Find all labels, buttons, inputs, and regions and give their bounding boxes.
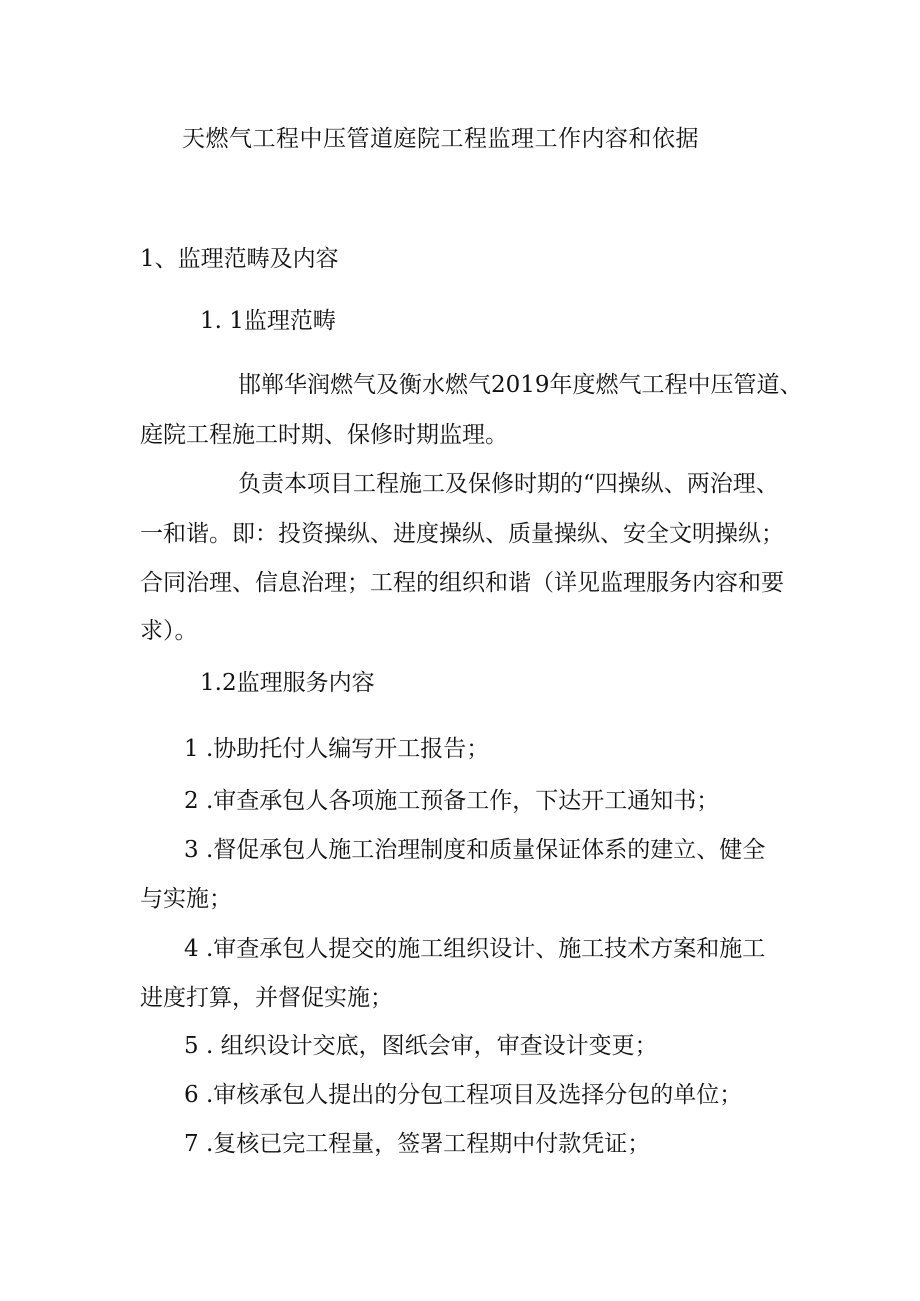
subsection-1-2-heading: 1.2监理服务内容 xyxy=(200,670,375,696)
list-item: 2 .审查承包人各项施工预备工作，下达开工通知书； xyxy=(184,788,720,814)
section-1-heading: 1、监理范畴及内容 xyxy=(140,246,339,272)
paragraph-1-line-1: 邯郸华润燃气及衡水燃气2019年度燃气工程中压管道、 xyxy=(238,372,803,398)
list-item: 3 .督促承包人施工治理制度和质量保证体系的建立、健全 xyxy=(184,837,766,863)
paragraph-2-line-1: 负责本项目工程施工及保修时期的“四操纵、两治理、 xyxy=(238,471,779,497)
paragraph-2-line-3: 合同治理、信息治理；工程的组织和谐（详见监理服务内容和要 xyxy=(140,570,784,596)
paragraph-2-line-2: 一和谐。即：投资操纵、进度操纵、质量操纵、安全文明操纵； xyxy=(140,521,784,547)
paragraph-2-line-4: 求）。 xyxy=(140,618,198,644)
document-title: 天燃气工程中压管道庭院工程监理工作内容和依据 xyxy=(182,126,699,152)
list-item-continuation: 与实施； xyxy=(140,886,232,912)
list-item: 6 .审核承包人提出的分包工程项目及选择分包的单位； xyxy=(184,1082,743,1108)
list-item: 1 .协助托付人编写开工报告； xyxy=(184,736,490,762)
paragraph-1-line-2: 庭院工程施工时期、保修时期监理。 xyxy=(140,422,508,448)
list-item: 5 . 组织设计交底，图纸会审，审查设计变更； xyxy=(184,1033,658,1059)
subsection-1-1-heading: 1. 1监理范畴 xyxy=(200,308,336,334)
list-item: 7 .复核已完工程量，签署工程期中付款凭证； xyxy=(184,1131,651,1157)
list-item: 4 .审查承包人提交的施工组织设计、施工技术方案和施工 xyxy=(184,936,766,962)
list-item-continuation: 进度打算，并督促实施； xyxy=(140,985,393,1011)
